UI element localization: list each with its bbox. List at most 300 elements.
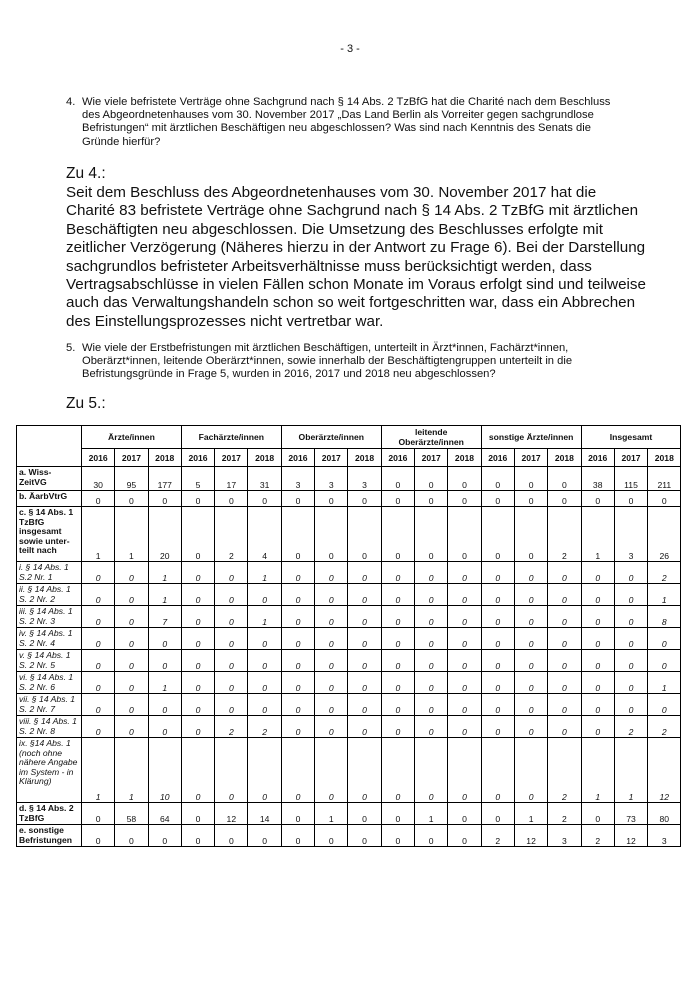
table-cell: 0 (315, 628, 348, 650)
table-cell: 0 (248, 825, 281, 847)
table-cell: 1 (315, 803, 348, 825)
question-text: Wie viele der Erstbefristungen mit ärztlichen Beschäftigen, unterteilt in Ärzt*innen, Fachärzt*innen, Oberärzt*innen, leitende Oberärzt*innen, sowie innerhalb der Beschäftigtengruppen unterteilt in die Befristungsgründe in Frage 5, wurden in 2016, 2017 und 2018 neu abgeschlossen? (82, 342, 573, 381)
table-cell: 1 (82, 738, 115, 803)
table-cell: 2 (215, 716, 248, 738)
table-cell: 0 (348, 606, 381, 628)
table-cell: 0 (181, 694, 214, 716)
table-cell: 30 (82, 467, 115, 491)
table-cell: 0 (415, 562, 448, 584)
table-cell: 0 (481, 467, 514, 491)
table-cell: 0 (281, 507, 314, 562)
table-cell: 0 (215, 562, 248, 584)
table-cell: 0 (614, 672, 647, 694)
table-cell: 0 (481, 628, 514, 650)
table-cell: 0 (348, 507, 381, 562)
table-cell: 12 (648, 738, 681, 803)
table-cell: 2 (614, 716, 647, 738)
table-cell: 0 (548, 716, 581, 738)
table-cell: 0 (148, 694, 181, 716)
table-cell: 8 (648, 606, 681, 628)
table-cell: 0 (415, 491, 448, 507)
table-cell: 31 (248, 467, 281, 491)
table-cell: 0 (281, 606, 314, 628)
table-cell: 0 (181, 628, 214, 650)
year-header: 2017 (415, 449, 448, 467)
table-cell: 0 (481, 803, 514, 825)
table-cell: 0 (448, 650, 481, 672)
table-cell: 0 (648, 650, 681, 672)
table-cell: 0 (514, 507, 547, 562)
table-cell: 2 (548, 507, 581, 562)
answer-4-text: Seit dem Beschluss des Abgeordnetenhauses vom 30. November 2017 hat die Charité 83 befristete Verträge ohne Sachgrund nach § 14 Abs. 2 TzBfG mit ärztlichen Beschäftigten neu abgeschlossen. Die Umsetzung des Beschlusses erfolgte mit zeitlicher Verzögerung (Näheres hierzu in der Antwort zu Frage 6). Bei der Darstellung sachgrundlos befristeter Arbeitsverhältnisse muss berücksichtigt werden, dass Vertragsabschlüsse in vielen Fällen schon Monate im Voraus erfolgt sind und teilweise auch das Verwaltungshandeln schon so weit fortgeschritten war, dass ein Abbrechen des Einstellungsprozesses nicht vertretbar war. (66, 184, 646, 330)
table-cell: 0 (348, 738, 381, 803)
table-cell: 0 (415, 606, 448, 628)
table-cell: 0 (415, 694, 448, 716)
table-cell: 1 (248, 606, 281, 628)
year-header: 2016 (181, 449, 214, 467)
table-cell: 7 (148, 606, 181, 628)
table-cell: 0 (315, 562, 348, 584)
table-cell: 0 (648, 628, 681, 650)
table-cell: 0 (348, 803, 381, 825)
table-cell: 0 (115, 491, 148, 507)
table-cell: 0 (415, 738, 448, 803)
table-cell: 0 (581, 584, 614, 606)
table-cell: 0 (381, 650, 414, 672)
table-cell: 1 (248, 562, 281, 584)
table-cell: 1 (148, 562, 181, 584)
table-row (17, 738, 681, 803)
table-cell: 1 (115, 507, 148, 562)
table-row (17, 803, 681, 825)
table-cell: 0 (82, 716, 115, 738)
year-header: 2018 (448, 449, 481, 467)
table-cell: 0 (614, 562, 647, 584)
table-cell: 0 (481, 672, 514, 694)
table-cell: 0 (315, 672, 348, 694)
table-cell: 0 (348, 562, 381, 584)
table-cell: 1 (581, 507, 614, 562)
table-cell: 0 (614, 491, 647, 507)
table-cell: 0 (115, 584, 148, 606)
table-group-header (17, 426, 681, 449)
table-row (17, 694, 681, 716)
table-cell: 0 (248, 628, 281, 650)
table-cell: 0 (215, 825, 248, 847)
table-cell: 211 (648, 467, 681, 491)
table-body (17, 467, 681, 847)
table-cell: 0 (448, 672, 481, 694)
table-cell: 0 (381, 562, 414, 584)
table-cell: 0 (248, 672, 281, 694)
year-header: 2017 (315, 449, 348, 467)
table-cell: 2 (648, 562, 681, 584)
table-cell: 0 (181, 825, 214, 847)
table-cell: 0 (514, 491, 547, 507)
table-cell: 0 (415, 672, 448, 694)
table-cell: 0 (448, 467, 481, 491)
table-cell: 0 (514, 628, 547, 650)
table-cell: 0 (514, 606, 547, 628)
table-cell: 0 (381, 716, 414, 738)
table-cell: 0 (448, 584, 481, 606)
table-cell: 0 (281, 628, 314, 650)
table-cell: 0 (315, 716, 348, 738)
table-cell: 0 (548, 672, 581, 694)
table-cell: 0 (82, 584, 115, 606)
table-cell: 0 (514, 738, 547, 803)
table-row (17, 825, 681, 847)
table-cell: 0 (82, 606, 115, 628)
table-cell: 2 (548, 803, 581, 825)
year-header: 2016 (481, 449, 514, 467)
row-label: ii. § 14 Abs. 1 S. 2 Nr. 2 (17, 584, 82, 606)
table-cell: 0 (348, 491, 381, 507)
table-cell: 0 (514, 672, 547, 694)
table-cell: 0 (581, 803, 614, 825)
table-cell: 0 (481, 606, 514, 628)
table-cell: 1 (82, 507, 115, 562)
table-cell: 0 (181, 606, 214, 628)
table-cell: 1 (648, 584, 681, 606)
table-cell: 0 (481, 650, 514, 672)
table-cell: 0 (648, 491, 681, 507)
table-cell: 0 (315, 491, 348, 507)
table-cell: 0 (82, 694, 115, 716)
table-cell: 0 (448, 738, 481, 803)
year-header: 2016 (82, 449, 115, 467)
table-row (17, 650, 681, 672)
table-cell: 58 (115, 803, 148, 825)
table-cell: 0 (82, 825, 115, 847)
table-cell: 0 (481, 584, 514, 606)
table-cell: 0 (415, 716, 448, 738)
table-cell: 1 (415, 803, 448, 825)
table-row (17, 672, 681, 694)
table-cell: 2 (481, 825, 514, 847)
table-cell: 0 (82, 650, 115, 672)
table-cell: 3 (614, 507, 647, 562)
table-cell: 0 (548, 606, 581, 628)
table-cell: 0 (381, 628, 414, 650)
table-cell: 0 (614, 584, 647, 606)
table-cell: 0 (215, 738, 248, 803)
year-header: 2018 (148, 449, 181, 467)
row-label: c. § 14 Abs. 1 TzBfG insgesamt sowie unter-teilt nach (17, 507, 82, 562)
group-header: Ärzte/innen (82, 426, 182, 449)
table-cell: 0 (448, 825, 481, 847)
table-cell: 0 (82, 672, 115, 694)
group-header: leitende Oberärzte/innen (381, 426, 481, 449)
row-label: v. § 14 Abs. 1 S. 2 Nr. 5 (17, 650, 82, 672)
table-row (17, 628, 681, 650)
befristungen-table (16, 425, 681, 847)
year-header: 2016 (581, 449, 614, 467)
question-number: 5. (66, 342, 76, 354)
table-cell: 0 (348, 650, 381, 672)
year-header: 2018 (348, 449, 381, 467)
table-cell: 0 (448, 507, 481, 562)
table-row (17, 507, 681, 562)
table-cell: 1 (148, 672, 181, 694)
table-cell: 0 (448, 606, 481, 628)
table-cell: 0 (548, 650, 581, 672)
group-header: Insgesamt (581, 426, 681, 449)
table-cell: 0 (481, 694, 514, 716)
table-cell: 0 (281, 562, 314, 584)
table-cell: 0 (181, 738, 214, 803)
table-cell: 115 (614, 467, 647, 491)
table-cell: 0 (82, 803, 115, 825)
row-label: iii. § 14 Abs. 1 S. 2 Nr. 3 (17, 606, 82, 628)
year-header: 2016 (381, 449, 414, 467)
table-cell: 0 (82, 562, 115, 584)
table-cell: 0 (281, 825, 314, 847)
table-cell: 0 (415, 628, 448, 650)
table-cell: 0 (115, 650, 148, 672)
table-cell: 0 (415, 584, 448, 606)
table-cell: 0 (281, 650, 314, 672)
table-cell: 0 (148, 628, 181, 650)
table-cell: 10 (148, 738, 181, 803)
table-cell: 0 (215, 672, 248, 694)
table-cell: 1 (148, 584, 181, 606)
table-cell: 73 (614, 803, 647, 825)
table-cell: 3 (548, 825, 581, 847)
table-cell: 0 (348, 672, 381, 694)
table-cell: 0 (315, 507, 348, 562)
table-cell: 0 (215, 628, 248, 650)
table-cell: 0 (115, 606, 148, 628)
table-cell: 4 (248, 507, 281, 562)
group-header: sonstige Ärzte/innen (481, 426, 581, 449)
year-header: 2018 (648, 449, 681, 467)
table-cell: 0 (614, 694, 647, 716)
table-cell: 0 (215, 606, 248, 628)
table-cell: 0 (381, 507, 414, 562)
table-cell: 0 (481, 507, 514, 562)
table-cell: 0 (248, 738, 281, 803)
year-header: 2017 (514, 449, 547, 467)
table-cell: 0 (82, 628, 115, 650)
table-cell: 0 (281, 803, 314, 825)
table-cell: 0 (181, 672, 214, 694)
table-cell: 0 (315, 694, 348, 716)
table-cell: 12 (514, 825, 547, 847)
group-header: Fachärzte/innen (181, 426, 281, 449)
table-cell: 0 (181, 716, 214, 738)
table-cell: 38 (581, 467, 614, 491)
table-cell: 1 (614, 738, 647, 803)
table-row (17, 491, 681, 507)
table-cell: 0 (415, 650, 448, 672)
table-cell: 0 (514, 467, 547, 491)
row-label: vii. § 14 Abs. 1 S. 2 Nr. 7 (17, 694, 82, 716)
year-header: 2018 (248, 449, 281, 467)
table-cell: 0 (381, 606, 414, 628)
row-label: i. § 14 Abs. 1 S.2 Nr. 1 (17, 562, 82, 584)
table-cell: 0 (481, 491, 514, 507)
table-cell: 12 (215, 803, 248, 825)
table-cell: 0 (514, 584, 547, 606)
table-cell: 0 (415, 507, 448, 562)
row-label: e. sonstige Befristungen (17, 825, 82, 847)
table-cell: 2 (215, 507, 248, 562)
table-cell: 0 (448, 694, 481, 716)
table-cell: 0 (215, 491, 248, 507)
table-cell: 0 (614, 628, 647, 650)
table-cell: 0 (348, 628, 381, 650)
table-cell: 0 (448, 491, 481, 507)
table-cell: 0 (115, 825, 148, 847)
table-cell: 3 (348, 467, 381, 491)
table-cell: 0 (448, 628, 481, 650)
table-cell: 0 (115, 694, 148, 716)
table-cell: 0 (181, 507, 214, 562)
table-cell: 0 (348, 716, 381, 738)
table-cell: 0 (381, 672, 414, 694)
table-cell: 0 (115, 716, 148, 738)
answer-4-title: Zu 4.: (66, 165, 106, 182)
table-cell: 0 (181, 650, 214, 672)
table-cell: 0 (481, 716, 514, 738)
table-cell: 0 (115, 672, 148, 694)
table-cell: 0 (381, 694, 414, 716)
table-cell: 2 (248, 716, 281, 738)
table-cell: 0 (248, 694, 281, 716)
table-cell: 177 (148, 467, 181, 491)
table-cell: 3 (315, 467, 348, 491)
table-cell: 1 (581, 738, 614, 803)
table-cell: 0 (581, 694, 614, 716)
table-cell: 0 (148, 650, 181, 672)
table-cell: 0 (181, 491, 214, 507)
table-cell: 0 (381, 467, 414, 491)
table-cell: 0 (115, 562, 148, 584)
table-cell: 0 (381, 825, 414, 847)
table-cell: 0 (381, 738, 414, 803)
table-cell: 3 (281, 467, 314, 491)
table-cell: 0 (315, 825, 348, 847)
year-header: 2017 (215, 449, 248, 467)
table-cell: 0 (581, 606, 614, 628)
table-cell: 1 (115, 738, 148, 803)
table-cell: 0 (248, 584, 281, 606)
row-label: a. Wiss-ZeitVG (17, 467, 82, 491)
table-cell: 0 (614, 650, 647, 672)
table-cell: 0 (281, 584, 314, 606)
table-row (17, 562, 681, 584)
row-label: vi. § 14 Abs. 1 S. 2 Nr. 6 (17, 672, 82, 694)
table-row (17, 606, 681, 628)
page-number: - 3 - (340, 43, 360, 55)
table-cell: 0 (548, 694, 581, 716)
row-label: viii. § 14 Abs. 1 S. 2 Nr. 8 (17, 716, 82, 738)
table-cell: 0 (581, 491, 614, 507)
table-cell: 95 (115, 467, 148, 491)
table-cell: 1 (514, 803, 547, 825)
table-cell: 0 (281, 738, 314, 803)
table-cell: 0 (548, 628, 581, 650)
table-cell: 0 (581, 628, 614, 650)
table-cell: 0 (481, 562, 514, 584)
question-5 (66, 342, 631, 382)
table-cell: 0 (348, 584, 381, 606)
table-cell: 5 (181, 467, 214, 491)
table-corner-cell (17, 426, 82, 467)
table-cell: 0 (148, 825, 181, 847)
question-4 (66, 96, 631, 149)
table-cell: 0 (315, 738, 348, 803)
table-cell: 26 (648, 507, 681, 562)
table-cell: 0 (248, 491, 281, 507)
row-label: b. ÄarbVtrG (17, 491, 82, 507)
table-cell: 0 (215, 584, 248, 606)
year-header: 2017 (115, 449, 148, 467)
table-cell: 0 (181, 803, 214, 825)
table-cell: 0 (348, 825, 381, 847)
table-cell: 0 (215, 650, 248, 672)
year-header: 2016 (281, 449, 314, 467)
table-year-header (17, 449, 681, 467)
table-row (17, 467, 681, 491)
table-cell: 0 (82, 491, 115, 507)
table-cell: 0 (148, 716, 181, 738)
table-cell: 0 (548, 562, 581, 584)
table-cell: 2 (648, 716, 681, 738)
table-cell: 0 (581, 650, 614, 672)
table-cell: 0 (514, 562, 547, 584)
table-cell: 0 (148, 491, 181, 507)
table-cell: 0 (115, 628, 148, 650)
answer-5-title: Zu 5.: (66, 395, 106, 412)
row-label: iv. § 14 Abs. 1 S. 2 Nr. 4 (17, 628, 82, 650)
year-header: 2018 (548, 449, 581, 467)
table-cell: 0 (548, 467, 581, 491)
table-cell: 0 (581, 672, 614, 694)
table-cell: 0 (415, 467, 448, 491)
group-header: Oberärzte/innen (281, 426, 381, 449)
table-cell: 20 (148, 507, 181, 562)
table-cell: 0 (415, 825, 448, 847)
table-cell: 1 (648, 672, 681, 694)
table-cell: 64 (148, 803, 181, 825)
table-cell: 0 (514, 650, 547, 672)
table-cell: 0 (181, 562, 214, 584)
year-header: 2017 (614, 449, 647, 467)
table-cell: 0 (481, 738, 514, 803)
table-cell: 0 (181, 584, 214, 606)
table-cell: 0 (315, 584, 348, 606)
table-cell: 2 (548, 738, 581, 803)
table-cell: 0 (215, 694, 248, 716)
row-label: d. § 14 Abs. 2 TzBfG (17, 803, 82, 825)
table-cell: 0 (448, 562, 481, 584)
table-cell: 2 (581, 825, 614, 847)
table-row (17, 584, 681, 606)
table-cell: 0 (448, 716, 481, 738)
table-cell: 17 (215, 467, 248, 491)
table-cell: 0 (448, 803, 481, 825)
table-cell: 0 (548, 491, 581, 507)
table-cell: 0 (381, 584, 414, 606)
table-cell: 0 (381, 803, 414, 825)
table-cell: 0 (581, 562, 614, 584)
table-cell: 0 (381, 491, 414, 507)
table-cell: 0 (281, 672, 314, 694)
table-cell: 3 (648, 825, 681, 847)
table-cell: 0 (514, 694, 547, 716)
